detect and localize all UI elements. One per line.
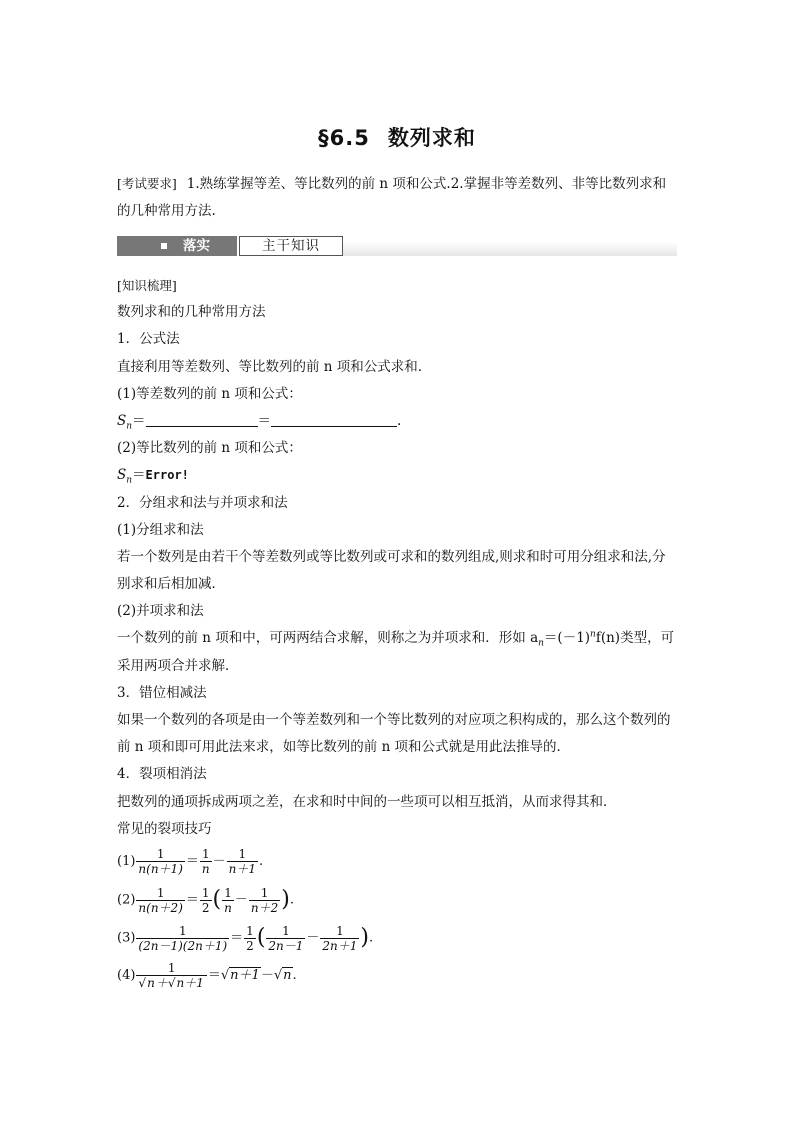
formula-4: (4) $\frac{1}{√n+√n+1}$ ＝√n＋1－√n. xyxy=(117,961,297,990)
s4-text: 把数列的通项拆成两项之差，在求和时中间的一些项可以相互抵消，从而求得其和． xyxy=(117,793,617,810)
content-body xyxy=(117,272,679,995)
s1-item2: (2)等比数列的前 n 项和公式： xyxy=(117,440,302,457)
arith-sum-blanks: $S_n=$ ＝ . xyxy=(117,412,402,432)
s2-item2: (2)并项求和法 xyxy=(117,603,204,620)
content-heading: 数列求和的几种常用方法 xyxy=(117,304,266,321)
s3-title: 3．错位相减法 xyxy=(117,684,207,701)
s2-text2-cont: 采用两项合并求解． xyxy=(117,657,239,674)
banner-dark-block xyxy=(117,236,237,256)
s4-title: 4．裂项相消法 xyxy=(117,766,207,783)
frac: $\frac{1}{n(n+1)}$ xyxy=(138,847,183,876)
banner-dark-label: 落实 xyxy=(183,238,210,254)
blank-2 xyxy=(271,412,397,427)
section-number: §6.5 xyxy=(318,126,370,150)
s2-title: 2．分组求和法与并项求和法 xyxy=(117,494,288,511)
formula-3: (3) $\frac{1}{(2n-1)(2n+1)}$ ＝ $\frac{1}{2}$ ( $\frac{1}{2n-1}$ － $\frac{1}{2n+1}$ ). xyxy=(117,923,374,953)
s1-item1: (1)等差数列的前 n 项和公式： xyxy=(117,385,302,402)
formula-2: (2) $\frac{1}{n(n+2)}$ ＝ $\frac{1}{2}$ ( $\frac{1}{n}$ － $\frac{1}{n+2}$ ). xyxy=(117,885,294,915)
knowledge-tag: [知识梳理] xyxy=(117,278,177,293)
error-text: Error! xyxy=(145,468,189,483)
banner-box-label: 主干知识 xyxy=(239,236,343,256)
formula-1: (1) $\frac{1}{n(n+1)}$ ＝ $\frac{1}{n}$ － $\frac{1}{n+1}$ . xyxy=(117,847,264,876)
blank-1 xyxy=(146,412,258,427)
banner-fade-bar xyxy=(343,242,677,256)
section-banner xyxy=(117,236,677,258)
exam-requirement xyxy=(117,170,679,225)
geo-sum-line: $S_n=Error$! xyxy=(117,467,189,486)
s1-title: 1．公式法 xyxy=(117,331,180,348)
square-bullet-icon xyxy=(161,243,167,249)
section-name: 数列求和 xyxy=(387,126,476,150)
s2-item1: (1)分组求和法 xyxy=(117,521,204,538)
s4-sub: 常见的裂项技巧 xyxy=(117,820,212,837)
s2-text2: 一个数列的前 n 项和中，可两两结合求解，则称之为并项求和．形如 $a_n=(-1)^nf(n)$类型，可 xyxy=(117,629,675,650)
requirement-tag: [考试要求] xyxy=(117,176,177,191)
s3-text: 如果一个数列的各项是由一个等差数列和一个等比数列的对应项之积构成的，那么这个数列的前 n 项和即可用此法来求，如等比数列的前 n 项和公式就是用此法推导的． xyxy=(117,712,671,756)
requirement-text: 1.熟练掌握等差、等比数列的前 n 项和公式.2.掌握非等差数列、非等比数列求和的几种常用方法. xyxy=(117,176,667,219)
page-title xyxy=(0,122,794,152)
s1-text: 直接利用等差数列、等比数列的前 n 项和公式求和． xyxy=(117,358,432,375)
s2-text1: 若一个数列是由若干个等差数列或等比数列或可求和的数列组成,则求和时可用分组求和法,分别求和后相加减． xyxy=(117,548,666,593)
